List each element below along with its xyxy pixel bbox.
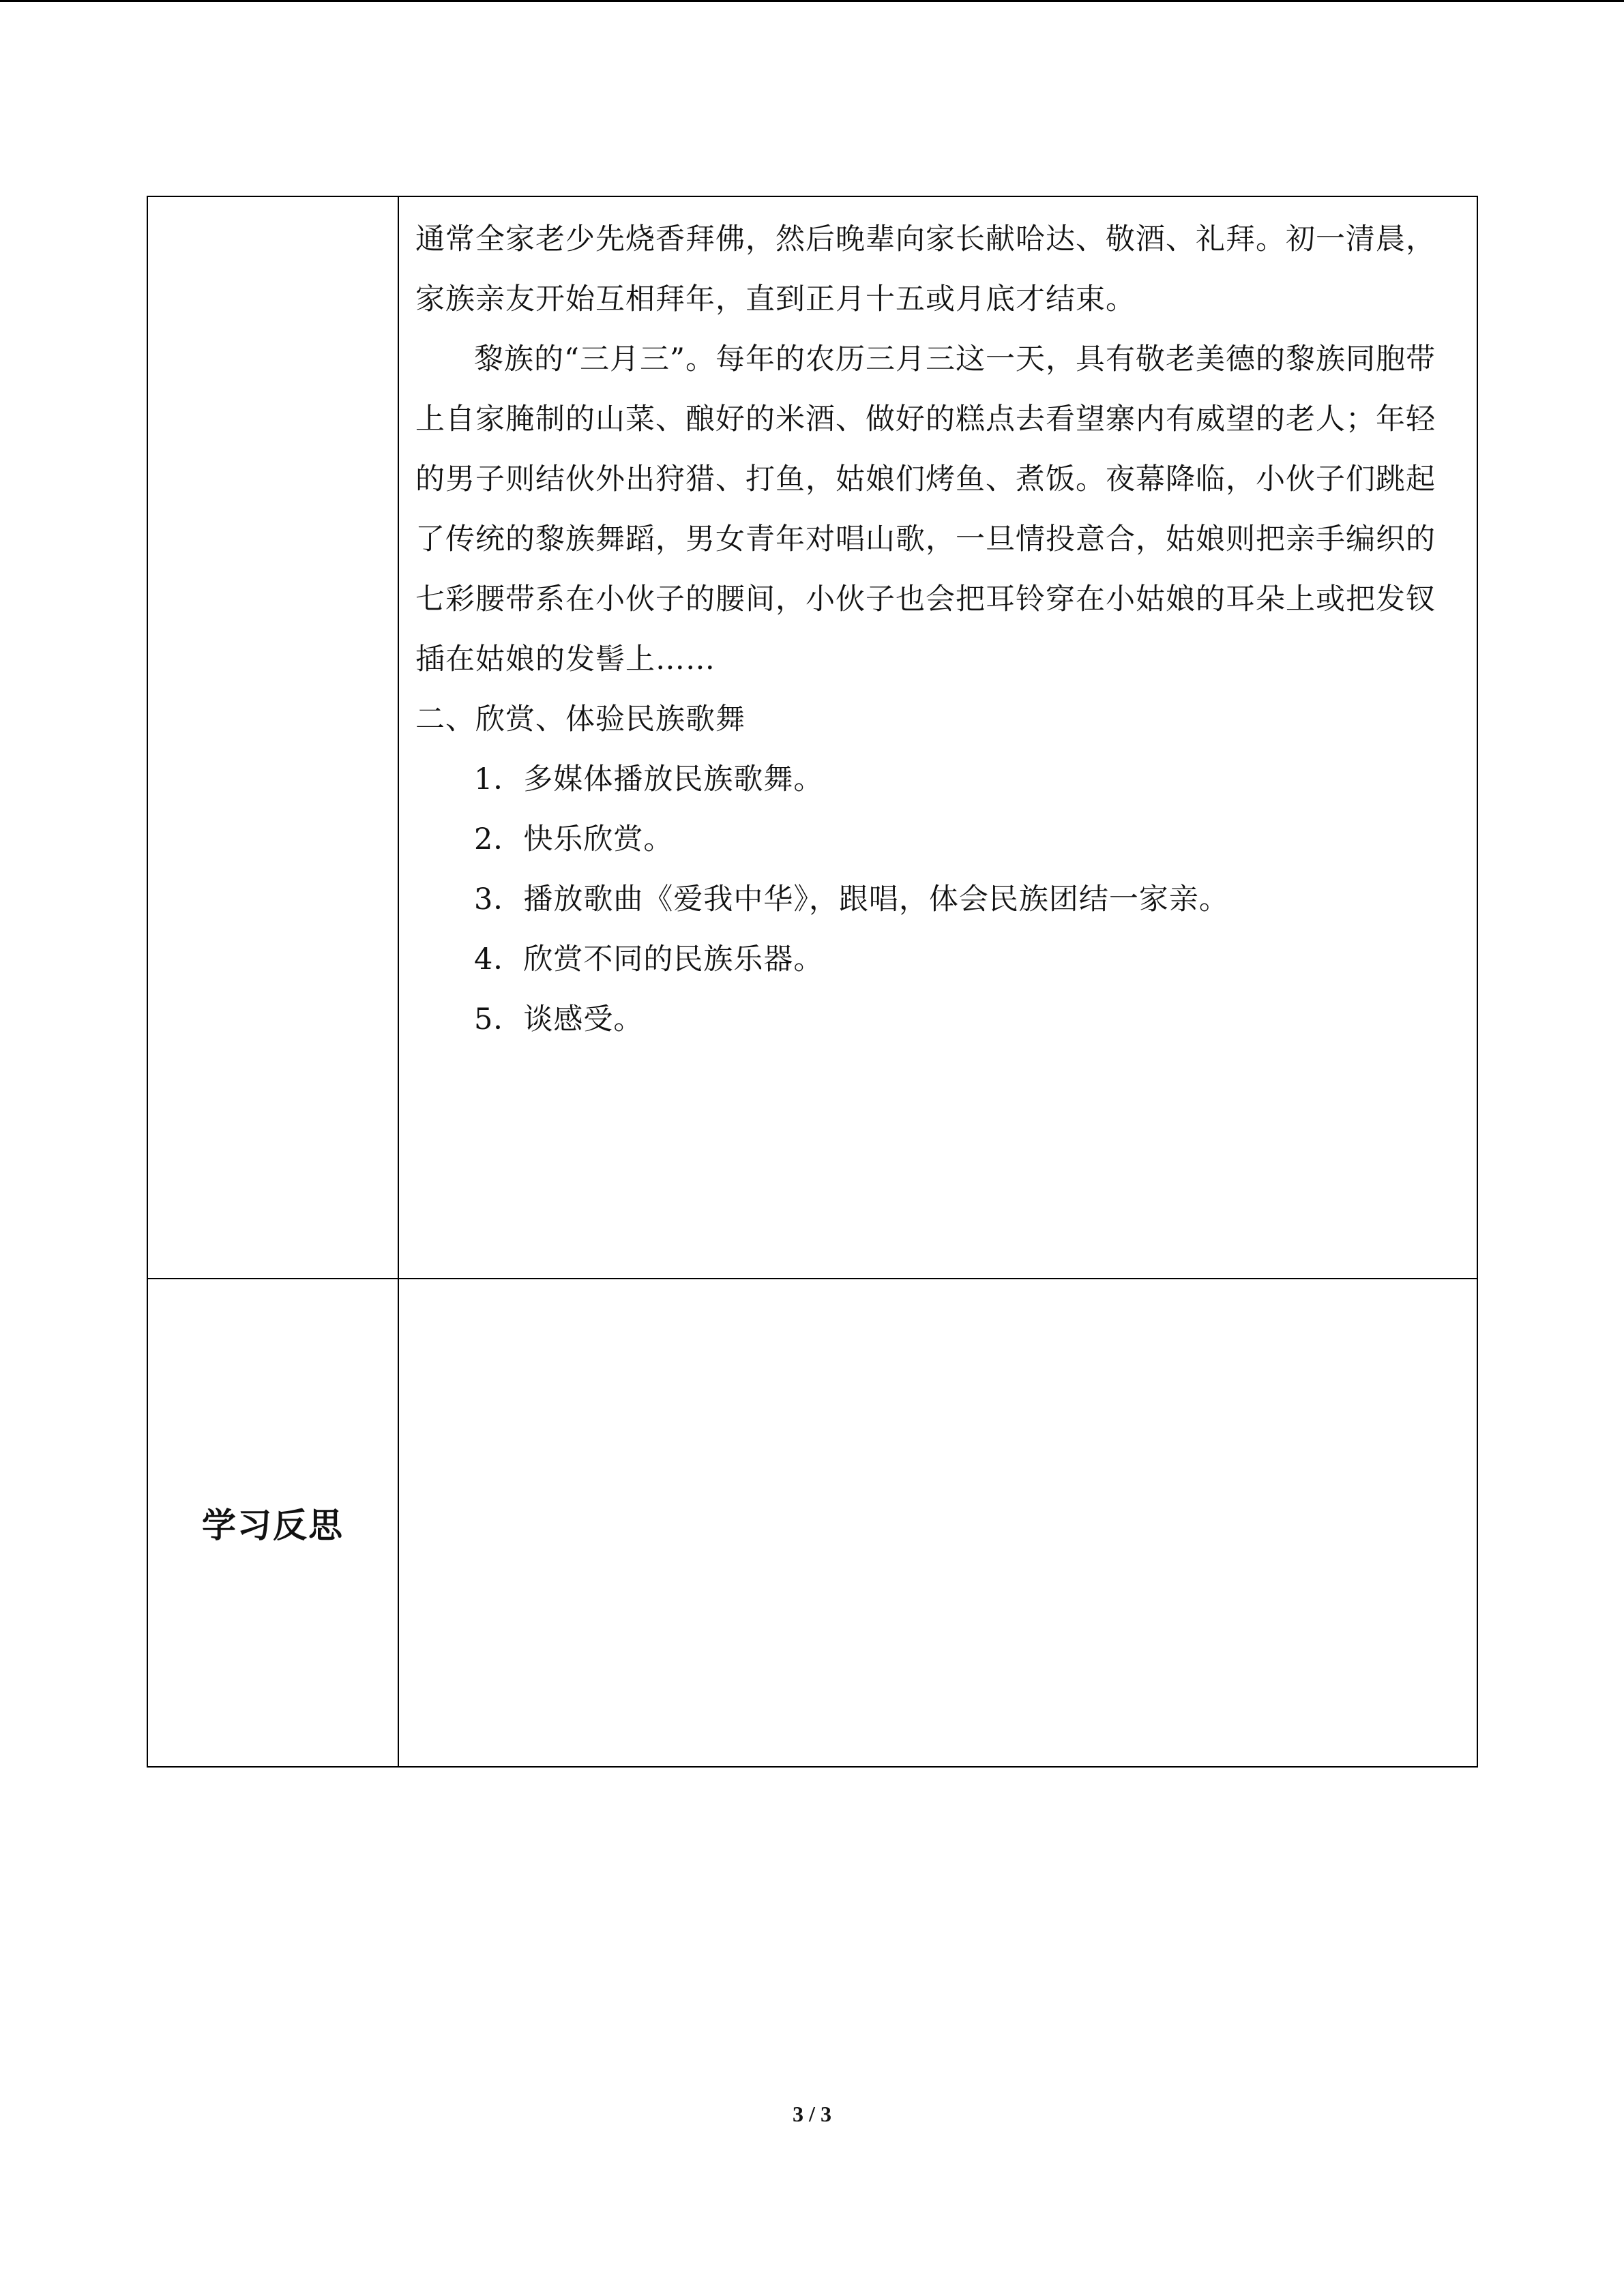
step-item: 1．多媒体播放民族歌舞。 — [474, 762, 824, 796]
content-text-cell — [398, 196, 1477, 1279]
reflection-row — [147, 1279, 1477, 1767]
page-top-border — [0, 0, 1624, 2]
festival-paragraph: 通常全家老少先烧香拜佛，然后晚辈向家长献哈达、敬酒、礼拜。初一清晨，家族亲友开始互相拜年，直到正月十五或月底才结束。 — [415, 222, 1436, 316]
section-heading: 二、欣赏、体验民族歌舞 — [415, 702, 745, 736]
step-item: 4．欣赏不同的民族乐器。 — [474, 942, 824, 976]
sanyuesan-paragraph: 黎族的“三月三”。每年的农历三月三这一天，具有敬老美德的黎族同胞带上自家腌制的山菜、酿好的米酒、做好的糕点去看望寨内有威望的老人；年轻的男子则结伙外出狩猎、打鱼，姑娘们烤鱼、煮饭。夜幕降临，小伙子们跳起了传统的黎族舞蹈，男女青年对唱山歌，一旦情投意合，姑娘则把亲手编织的七彩腰带系在小伙子的腰间，小伙子也会把耳铃穿在小姑娘的耳朵上或把发钗插在姑娘的发髻上…… — [415, 342, 1436, 676]
reflection-input-cell[interactable] — [398, 1279, 1477, 1767]
step-item: 3．播放歌曲《爱我中华》，跟唱，体会民族团结一家亲。 — [474, 882, 1229, 916]
step-item: 2．快乐欣赏。 — [474, 822, 674, 856]
content-row-label-cell — [147, 196, 398, 1279]
reflection-label: 学习反思 — [147, 1279, 398, 1767]
step-item: 5．谈感受。 — [474, 1002, 644, 1037]
lesson-table — [147, 196, 1478, 1768]
page-number: 3 / 3 — [793, 2102, 831, 2126]
content-row — [147, 196, 1477, 1279]
